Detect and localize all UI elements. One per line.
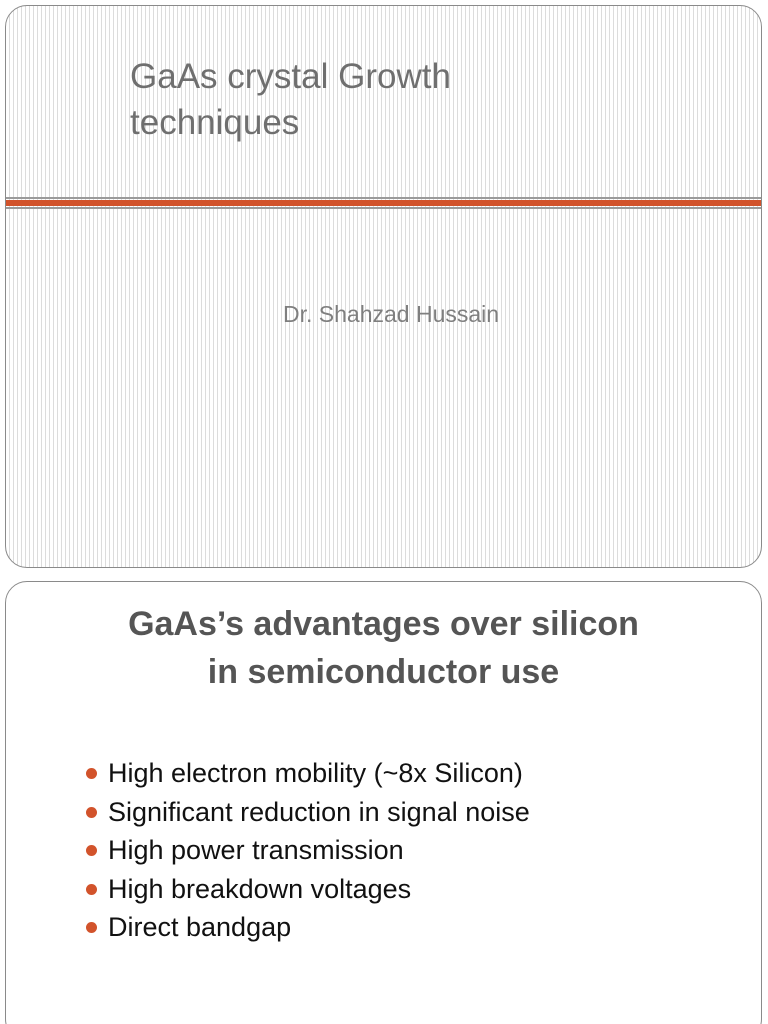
advantages-slide — [5, 581, 762, 1024]
list-item-text: High breakdown voltages — [108, 873, 412, 904]
bullet-icon — [86, 768, 97, 779]
title-divider-top — [6, 197, 761, 199]
bullet-icon — [86, 845, 97, 856]
title-slide — [5, 5, 762, 568]
bullet-icon — [86, 922, 97, 933]
slide-title-line-2: techniques — [130, 103, 300, 142]
advantages-heading-line-1: GaAs’s advantages over silicon — [128, 605, 639, 643]
list-item — [86, 793, 530, 832]
bullet-icon — [86, 807, 97, 818]
advantages-heading-line-2: in semiconductor use — [207, 653, 560, 691]
list-item — [86, 870, 530, 909]
list-item-text: Direct bandgap — [108, 912, 292, 942]
advantages-heading — [6, 600, 761, 696]
list-item-text: Significant reduction in signal noise — [108, 796, 530, 827]
slide-title — [130, 54, 690, 146]
list-item — [86, 754, 530, 793]
author-name: Dr. Shahzad Hussain — [283, 301, 500, 327]
slide-title-line-1: GaAs crystal Growth — [130, 57, 451, 96]
list-item — [86, 831, 530, 870]
title-divider-bottom — [6, 207, 761, 209]
list-item — [86, 908, 530, 947]
list-item-text: High power transmission — [108, 835, 404, 865]
bullet-icon — [86, 884, 97, 895]
advantages-list — [86, 754, 530, 947]
title-divider-accent — [6, 200, 761, 206]
list-item-text: High electron mobility (~8x Silicon) — [108, 758, 523, 788]
